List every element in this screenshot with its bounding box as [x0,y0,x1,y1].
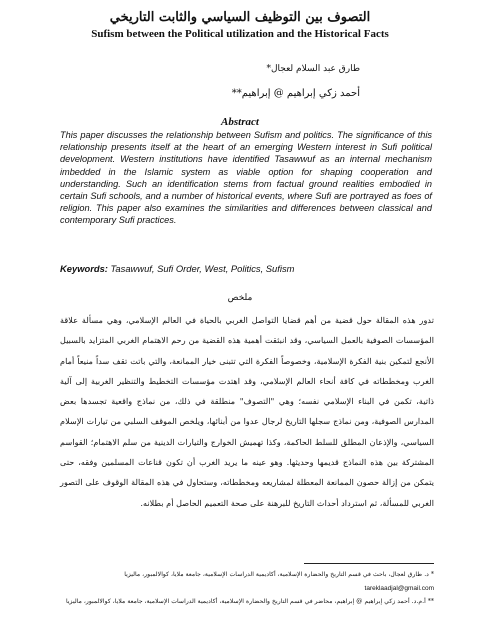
arabic-title: التصوف بين التوظيف السياسي والثابت التاريخي [109,10,371,25]
author-1: طارق عبد السلام لعجال* [266,64,360,74]
english-title: Sufism between the Political utilization and the Historical Facts [91,28,389,40]
arabic-summary-heading: ملخص [227,293,253,303]
arabic-summary-text: تدور هذه المقالة حول قضية من أهم قضايا التواصل الغربي بالحياة في العالم الإسلامي، وهي مسألة علاقة المؤسسات الصوفية بالعمل السياسي، وقد انبثقت أهمية هذه القضية من رحم الاهتمام الغربي المتزايد بالسبيل الأنجع لتمكين بنية الفكرة الإسلامية، وخصوصاً الفكرة التي تتبنى خيار الممانعة، والتي باتت تقف سداً منيعاً أمام الغرب ومخططاته في كافة أنحاء العالم الإسلامي، وقد اهتدت مؤسسات التخطيط والتنظير الغربية إلى آلية ذاتية، تكمن في البناء الإسلامي نفسه؛ وهي "التصوف" منطلقة في ذلك، من نماذج واقعية تجسدها بعض المدارس الصوفية، ومن نماذج سجلها التاريخ لرجال عدوا من أبنائها، ويلخص الموقف السلبي من تيارات الإسلام السياسي، والإذعان المطلق للسلط الحاكمة، وكذا تهميش الخوارج والتيارات الدينية من سلم الاهتمام؛ القواسم المشتركة بين هذه النماذج قديمها وحديثها. وهو عينه ما يريد الغرب أن تكون قناعات المسلمين وفقه، حتى يتمكن من إزالة حصون الممانعة المعطلة لمشاريعه ومخططاته، وستحاول في هذه المقالة الوقوف على التصور الغربي للمسألة، ثم استرداد أحداث التاريخ للبرهنة على صحة التعميم الحاصل أم بطلانه. [60,315,434,508]
keywords-values: Tasawwuf, Sufi Order, West, Politics, Sufism [110,263,295,274]
footnote-email: tareklaadjal@gmail.com [364,585,434,592]
footnote-1: * د. طارق لعجال، باحث في قسم التاريخ والحضارة الإسلامية، أكاديمية الدراسات الإسلامية، جامعة ملايا، كوالالمبور، ماليزيا [124,571,434,578]
footnote-2: ** أ.م.د. أحمد زكي إبراهيم @ إبراهيم، محاضر في قسم التاريخ والحضارة الإسلامية، أكاديمية الدراسات الإسلامية، جامعة ملايا، كوالالمبور، ماليزيا [65,598,434,605]
keywords-label: Keywords: [60,263,108,274]
footnote-divider [304,563,434,564]
keywords-line [60,263,440,274]
author-2: أحمد زكي إبراهيم @ إبراهيم** [231,88,360,99]
abstract-heading: Abstract [221,116,259,128]
abstract-text: This paper discusses the relationship between Sufism and politics. The significance of this relationship presents itself at the heart of an emerging Western interest in Sufi political development. Western institutions have identified Tasawwuf as an internal mechanism imbedded in the Islamic system as viable option for shaping cooperation and understanding. Such an identification stems from factual ground realities embodied in certain Sufi schools, and a number of historical events, where Sufi are portrayed as foes of religion. This paper also examines the similarities and differences between classical and contemporary Sufi practices. [60,130,432,226]
